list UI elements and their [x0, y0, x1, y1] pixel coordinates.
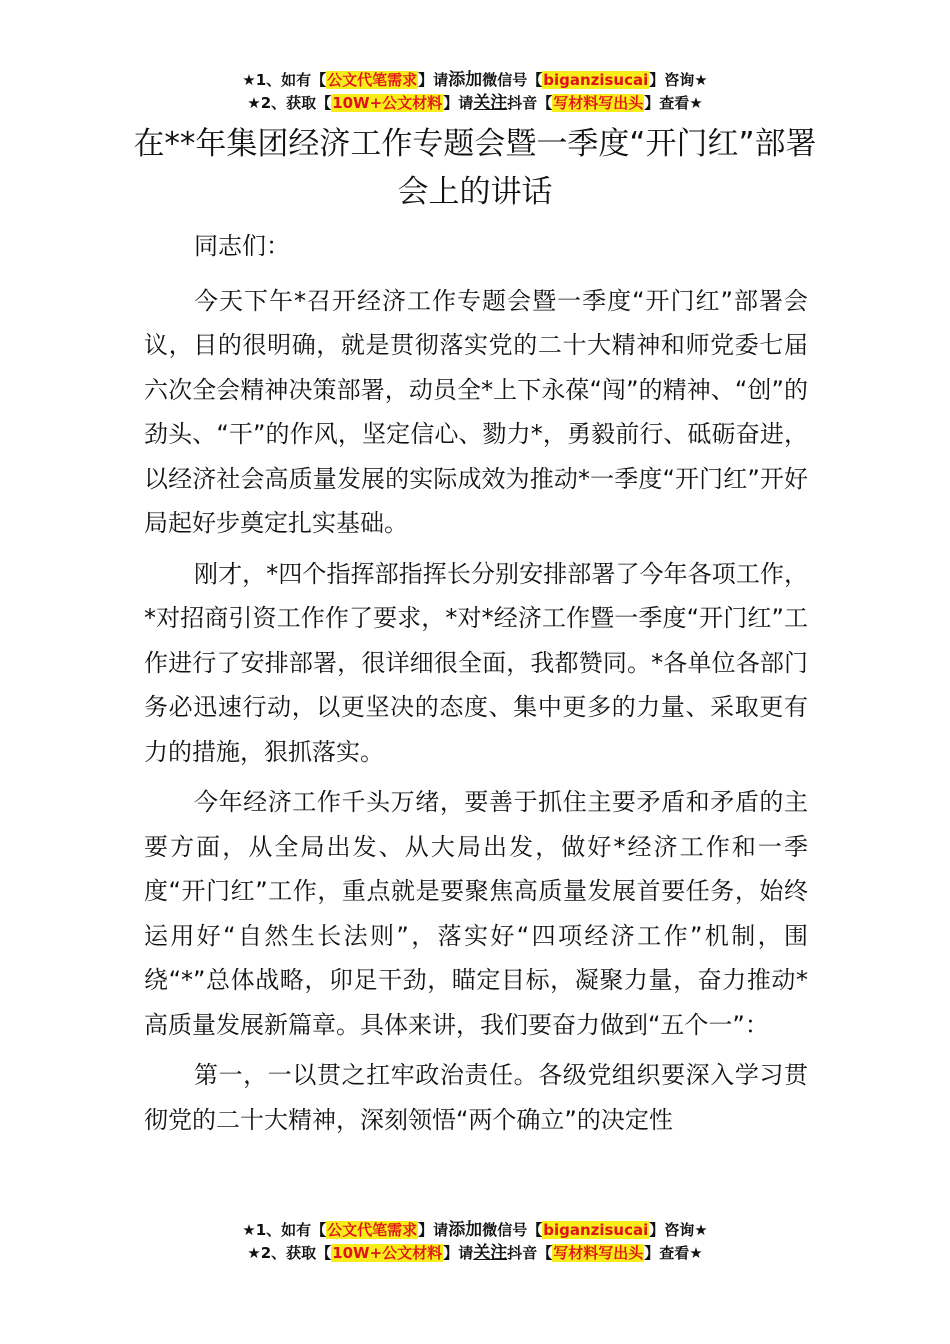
notice-line-1 [0, 1219, 950, 1242]
notice-highlight-service: 公文代笔需求 [327, 1221, 418, 1239]
notice-line-1 [0, 69, 950, 92]
notice-highlight-materials: 10W+公文材料 [332, 94, 443, 112]
notice-text: ★2、获取【 [247, 1244, 332, 1262]
notice-highlight-douyin: 写材料写出头 [553, 94, 644, 112]
notice-highlight-wechat: biganzisucai [543, 71, 649, 89]
paragraph: 刚才，*四个指挥部指挥长分别安排部署了今年各项工作，*对招商引资工作作了要求，*对*经济工作暨一季度“开门红”工作进行了安排部署，很详细很全面，我都赞同。*各单位各部门务必迅速行动，以更坚决的态度、集中更多的力量、采取更有力的措施，狠抓落实。 [144, 559, 808, 766]
notice-text: 】请 [418, 71, 449, 89]
notice-text: 】请 [443, 94, 474, 112]
notice-highlight-wechat: biganzisucai [543, 1221, 649, 1239]
paragraph: 今天下午*召开经济工作专题会暨一季度“开门红”部署会议，目的很明确，就是贯彻落实党的二十大精神和师党委七届六次全会精神决策部署，动员全*上下永葆“闯”的精神、“创”的劲头、“干”的作风，坚定信心、勠力*，勇毅前行、砥砺奋进，以经济社会高质量发展的实际成效为推动*一季度“开门红”开好局起好步奠定扎实基础。 [144, 286, 808, 537]
notice-text: 】咨询★ [649, 71, 708, 89]
notice-highlight-douyin: 写材料写出头 [553, 1244, 644, 1262]
paragraph: 第一，一以贯之扛牢政治责任。各级党组织要深入学习贯彻党的二十大精神，深刻领悟“两个确立”的决定性 [144, 1061, 808, 1134]
notice-text: 微信号【 [482, 71, 543, 89]
document-body [144, 224, 808, 1142]
notice-emphasis: 关注 [473, 93, 508, 113]
header-notice [0, 69, 950, 115]
document-title: 在**年集团经济工作专题会暨一季度“开门红”部署会上的讲话 [133, 126, 817, 210]
notice-text: ★2、获取【 [247, 94, 332, 112]
notice-text: 】请 [418, 1221, 449, 1239]
paragraph: 今年经济工作千头万绪，要善于抓住主要矛盾和矛盾的主要方面，从全局出发、从大局出发，做好*经济工作和一季度“开门红”工作，重点就是要聚焦高质量发展首要任务，始终运用好“自然生长法则”，落实好“四项经济工作”机制，围绕“*”总体战略，卯足干劲，瞄定目标，凝聚力量，奋力推动*高质量发展新篇章。具体来讲，我们要奋力做到“五个一”： [144, 788, 808, 1039]
notice-highlight-service: 公文代笔需求 [327, 71, 418, 89]
footer-notice [0, 1219, 950, 1265]
notice-text: 】查看★ [644, 1244, 703, 1262]
notice-line-2 [0, 92, 950, 115]
notice-text: 抖音【 [507, 94, 553, 112]
notice-emphasis: 关注 [473, 1243, 508, 1263]
notice-line-2 [0, 1242, 950, 1265]
notice-text: ★1、如有【 [242, 71, 327, 89]
notice-text: ★1、如有【 [242, 1221, 327, 1239]
salutation: 同志们： [194, 232, 290, 260]
notice-text: 】咨询★ [649, 1221, 708, 1239]
notice-text: 抖音【 [507, 1244, 553, 1262]
notice-text: 】查看★ [644, 94, 703, 112]
notice-emphasis: 添加 [448, 70, 483, 90]
notice-emphasis: 添加 [448, 1220, 483, 1240]
notice-text: 微信号【 [482, 1221, 543, 1239]
notice-text: 】请 [443, 1244, 474, 1262]
notice-highlight-materials: 10W+公文材料 [332, 1244, 443, 1262]
